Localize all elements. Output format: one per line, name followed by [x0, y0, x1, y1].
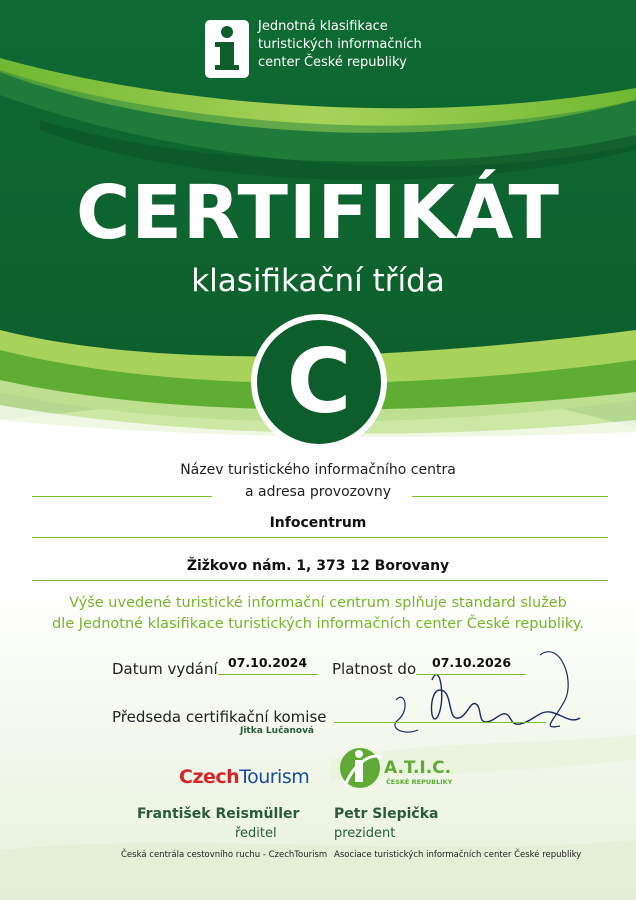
committee-label: Předseda certifikační komise — [112, 708, 327, 726]
divider-line — [32, 580, 608, 581]
right-signatory-name: Petr Slepička — [334, 806, 439, 822]
committee-name: Jitka Lučanová — [240, 726, 315, 736]
divider-line — [412, 496, 608, 497]
info-line-3: center České republiky — [258, 55, 407, 70]
info-line-1: Jednotná klasifikace — [258, 19, 388, 34]
center-name: Infocentrum — [269, 515, 367, 531]
divider-line — [218, 674, 318, 675]
info-line-2: turistických informačních — [258, 37, 422, 52]
right-signatory-org: Asociace turistických informačních center České republiky — [334, 850, 582, 860]
czech-logo-text: Czech — [179, 766, 240, 788]
divider-line — [32, 537, 608, 538]
divider-line — [334, 722, 546, 723]
divider-line — [416, 674, 526, 675]
statement-line-1: Výše uvedené turistické informační centrum splňuje standard služeb — [69, 595, 567, 611]
name-label-line-1: Název turistického informačního centra — [180, 462, 456, 478]
class-letter: C — [286, 330, 352, 433]
left-signatory-role: ředitel — [235, 826, 277, 841]
issued-date: 07.10.2024 — [228, 655, 308, 670]
issued-label: Datum vydání — [112, 660, 218, 678]
valid-date: 07.10.2026 — [432, 655, 512, 670]
left-signatory-org: Česká centrála cestovního ruchu - CzechTourism — [121, 850, 328, 860]
atic-logo-subtext: ČESKÉ REPUBLIKY — [386, 778, 453, 786]
name-label-line-2: a adresa provozovny — [245, 484, 391, 500]
left-signatory-name: František Reismüller — [137, 806, 300, 822]
valid-label: Platnost do — [332, 660, 417, 678]
certificate-title: CERTIFIKÁT — [76, 170, 560, 256]
statement-line-2: dle Jednotné klasifikace turistických informačních center České republiky. — [52, 616, 584, 632]
info-classification-block — [258, 18, 422, 72]
czechtourism-logo — [179, 766, 309, 788]
atic-logo-text: A.T.I.C. — [384, 758, 452, 778]
right-signatory-role: prezident — [334, 826, 396, 841]
tourism-logo-text: Tourism — [239, 766, 310, 788]
certificate-subtitle: klasifikační třída — [191, 263, 445, 299]
statement-text — [0, 593, 636, 635]
center-address: Žižkovo nám. 1, 373 12 Borovany — [186, 558, 450, 574]
